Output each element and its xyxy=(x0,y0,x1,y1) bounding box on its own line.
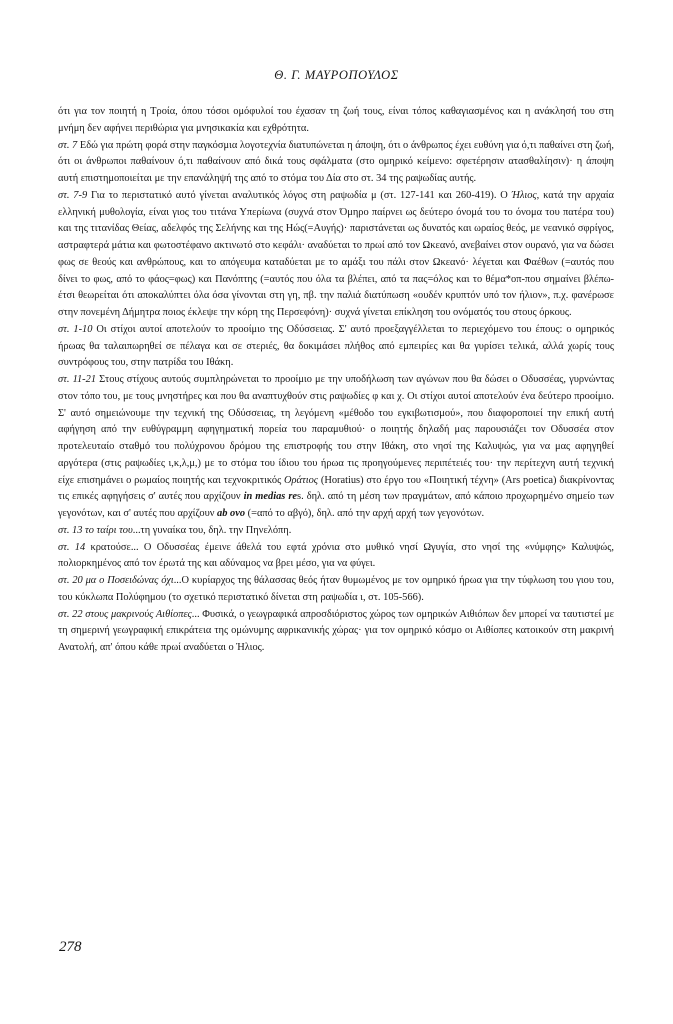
paragraph-text: ότι για τον ποιητή η Τροία, όπου τόσοι ομόφυλοί του έχασαν τη ζωή τους, είναι τόπος καθαγιασμένος και η ανάκλησή του στη μνήμη δεν αφήνει περιθώρια για μνησικακία και εχθρότητα. xyxy=(58,106,614,134)
commentary-paragraph xyxy=(58,607,614,657)
commentary-paragraph xyxy=(58,540,614,574)
verse-reference: στ. 20 μα ο Ποσειδώνας όχι xyxy=(58,575,174,586)
page-number: 278 xyxy=(59,939,82,955)
paragraph-text: ... Φυσικά, ο γεωγραφικά απροσδιόριστος χώρος των ομηρικών Αιθιόπων δεν μπορεί να ταυτιστεί με τη σημερινή γεωγραφική επικράτεια της ομώνυμης αφρικανικής χώρας· για τον ομηρικό κόσμο οι Αιθίοπες κατοικούν στη μακρινή Ανατολή, απ' όπου κάθε πρωί αναδύεται ο Ήλιος. xyxy=(58,608,614,653)
paragraph-text: Στους στίχους αυτούς συμπληρώνεται το προοίμιο με την υποδήλωση των αγώνων που θα δώσει ο Οδυσσέας, γυρνώντας στον τόπο του, με τους μνηστήρες και που θα αναπτυχθούν στις ραψωδίες φ και χ. Οι στίχοι αυτοί αποτελούν ένα δεύτερο προοίμιο. Σ' αυτό σημειώνουμε την τεχνική της Οδύσσειας, τη λεγόμενη «μέθοδο του εγκιβωτισμού», που διαφοροποιεί την επική αυτή αφήγηση από την ευθύγραμμη αφηγηματική πορεία του παραμυθιού· ο ποιητής δηλαδή μας παρουσιάζει τον Οδυσσέα στον προτελευταίο σταθμό του πολύχρονου δρόμου της επιστροφής του στην Ιθάκη, στο νησί της Καλυψώς, για να μας αφηγηθεί αργότερα (στις ραψωδίες ι,κ,λ,μ,) με το στόμα του ίδιου του ήρωα τις προηγούμενες περιπέτειές του· την περίτεχνη αυτή τεχνική είχε επισημάνει ο ρωμαίος ποιητής και τεχνοκριτικός xyxy=(58,374,614,486)
verse-reference: στ. 22 στους μακρινούς Αιθίοπες xyxy=(58,608,192,620)
commentary-paragraph xyxy=(58,523,614,540)
commentary-text xyxy=(58,104,614,657)
verse-reference: Ήλιος, xyxy=(511,189,540,201)
paragraph-text: κρατούσε... Ο Οδυσσέας έμεινε άθελά του εφτά χρόνια στο μυθικό νησί Ωγυγία, στο νησί της «νύμφης» Καλυψώς, πολιορκημένος από τον έρωτά της και αδύναμος να βρει μέσο, για να φύγει. xyxy=(58,541,614,570)
verse-reference: στ. 1-10 xyxy=(58,323,93,335)
verse-reference: στ. 7-9 xyxy=(58,189,88,201)
commentary-paragraph xyxy=(58,573,614,607)
paragraph-text: ...Ο κυρίαρχος της θάλασσας θεός ήταν θυμωμένος με τον ομηρικό ήρωα για την τύφλωση του γιου του, του κύκλωπα Πολύφημου (το σχετικό περιστατικό δίνεται στη ραψωδία ι, στ. 105-566). xyxy=(58,575,614,603)
paragraph-text: κατά την αρχαία ελληνική μυθολογία, είναι γιος του τιτάνα Υπερίωνα (συχνά στον Όμηρο παίρνει ως δεύτερο όνομά του το όνομα του πατέρα του) και της τιτανίδας Θείας, αδελφός της Σελήνης και της Ηώς(=Αυγής)· παριστάνεται ως δυνατός και ωραίος θεός, με νεανικό σφρίγος, αστραφτερά μάτια και φωτοστέφανο ακτινωτό στο κεφάλι· αναδύεται το πρωί από τον Ωκεανό, ανεβαίνει στον ουρανό, για να δώσει φως σε θεούς και ανθρώπους, και το απόγευμα καταδύεται με το αμάξι του πάλι στον Ωκεανό· λέγεται και Φαέθων (=αυτός που δίνει το φως, από το φάος=φως) και Πανόπτης (=αυτός που όλα τα βλέπει, από τα πας=όλος και το θέμα*οπ-που σημαίνει βλέπω-έτσι θεωρείται ότι αποκαλύπτει όλα όσα γίνονται στη γη, πβ. την παλιά διατύπωση «ουδέν κρυπτόν υπό τον ήλιον», π.χ. φανέρωσε στην πονεμένη Δήμητρα ποιος έκλεψε την κόρη της Περσεφόνη)· συχνά γίνεται επίκληση του ονόματός του στους όρκους. xyxy=(58,189,615,318)
latin-term: ab ovo xyxy=(217,508,246,519)
running-head: Θ. Γ. ΜΑΥΡΟΠΟΥΛΟΣ xyxy=(274,68,399,82)
paragraph-text: Οι στίχοι αυτοί αποτελούν το προοίμιο της Οδύσσειας. Σ' αυτό προεξαγγέλλεται το περιεχόμενο του έπους: ο ομηρικός ήρωας θα ταλαιπωρηθεί σε πέλαγα και σε στεριές, θα δοκιμάσει πλήθος από εμπειρίες και θα γυρίσει τελικά, αλλά χωρίς τους συντρόφους του, στην πατρίδα του Ιθάκη. xyxy=(58,323,614,369)
commentary-paragraph xyxy=(58,188,614,322)
verse-reference: στ. 14 xyxy=(58,541,86,553)
paragraph-text: (Horatius) στο έργο του «Ποιητική τέχνη» (Ars poetica) διακρίνοντας τις επικές αφηγήσεις σ' αυτές που αρχίζουν xyxy=(58,474,615,503)
commentary-paragraph xyxy=(58,138,614,188)
verse-reference: στ. 13 το ταίρι του xyxy=(58,524,133,536)
paragraph-text: s. δηλ. από τη μέση των πραγμάτων, από κάποιο προχωρημένο σημείο των γεγονότων, και σ' αυτές που αρχίζουν xyxy=(58,491,614,519)
commentary-paragraph xyxy=(58,372,614,523)
commentary-paragraph xyxy=(58,104,614,138)
verse-reference: στ. 7 xyxy=(58,139,78,151)
latin-term: in medias re xyxy=(243,491,298,503)
paragraph-text: (=από το αβγό), δηλ. από την αρχή αρχή των γεγονότων. xyxy=(245,508,485,519)
paragraph-text: Για το περιστατικό αυτό γίνεται αναλυτικός λόγος στη ραψωδία μ (στ. 127-141 και 260-419). Ο xyxy=(87,189,512,201)
paragraph-text: Εδώ για πρώτη φορά στην παγκόσμια λογοτεχνία διατυπώνεται η άποψη, ότι ο άνθρωπος έχει ευθύνη για ό,τι παθαίνει στη ζωή, ότι οι άνθρωποι παθαίνουν ό,τι παθαίνουν από δικά τους σφάλματα (στο ομηρικό κείμενο: σφετέρησιν ατασθαλίησιν)· η άποψη αυτή επιστημοποιείται με την επανάληψή της από το στόμα του Δία στο στ. 34 της ραψωδίας αυτής. xyxy=(58,139,614,184)
verse-reference: Οράτιος xyxy=(284,474,319,486)
paragraph-text: ...τη γυναίκα του, δηλ. την Πηνελόπη. xyxy=(132,524,292,536)
commentary-paragraph xyxy=(58,322,614,372)
verse-reference: στ. 11-21 xyxy=(58,374,97,385)
